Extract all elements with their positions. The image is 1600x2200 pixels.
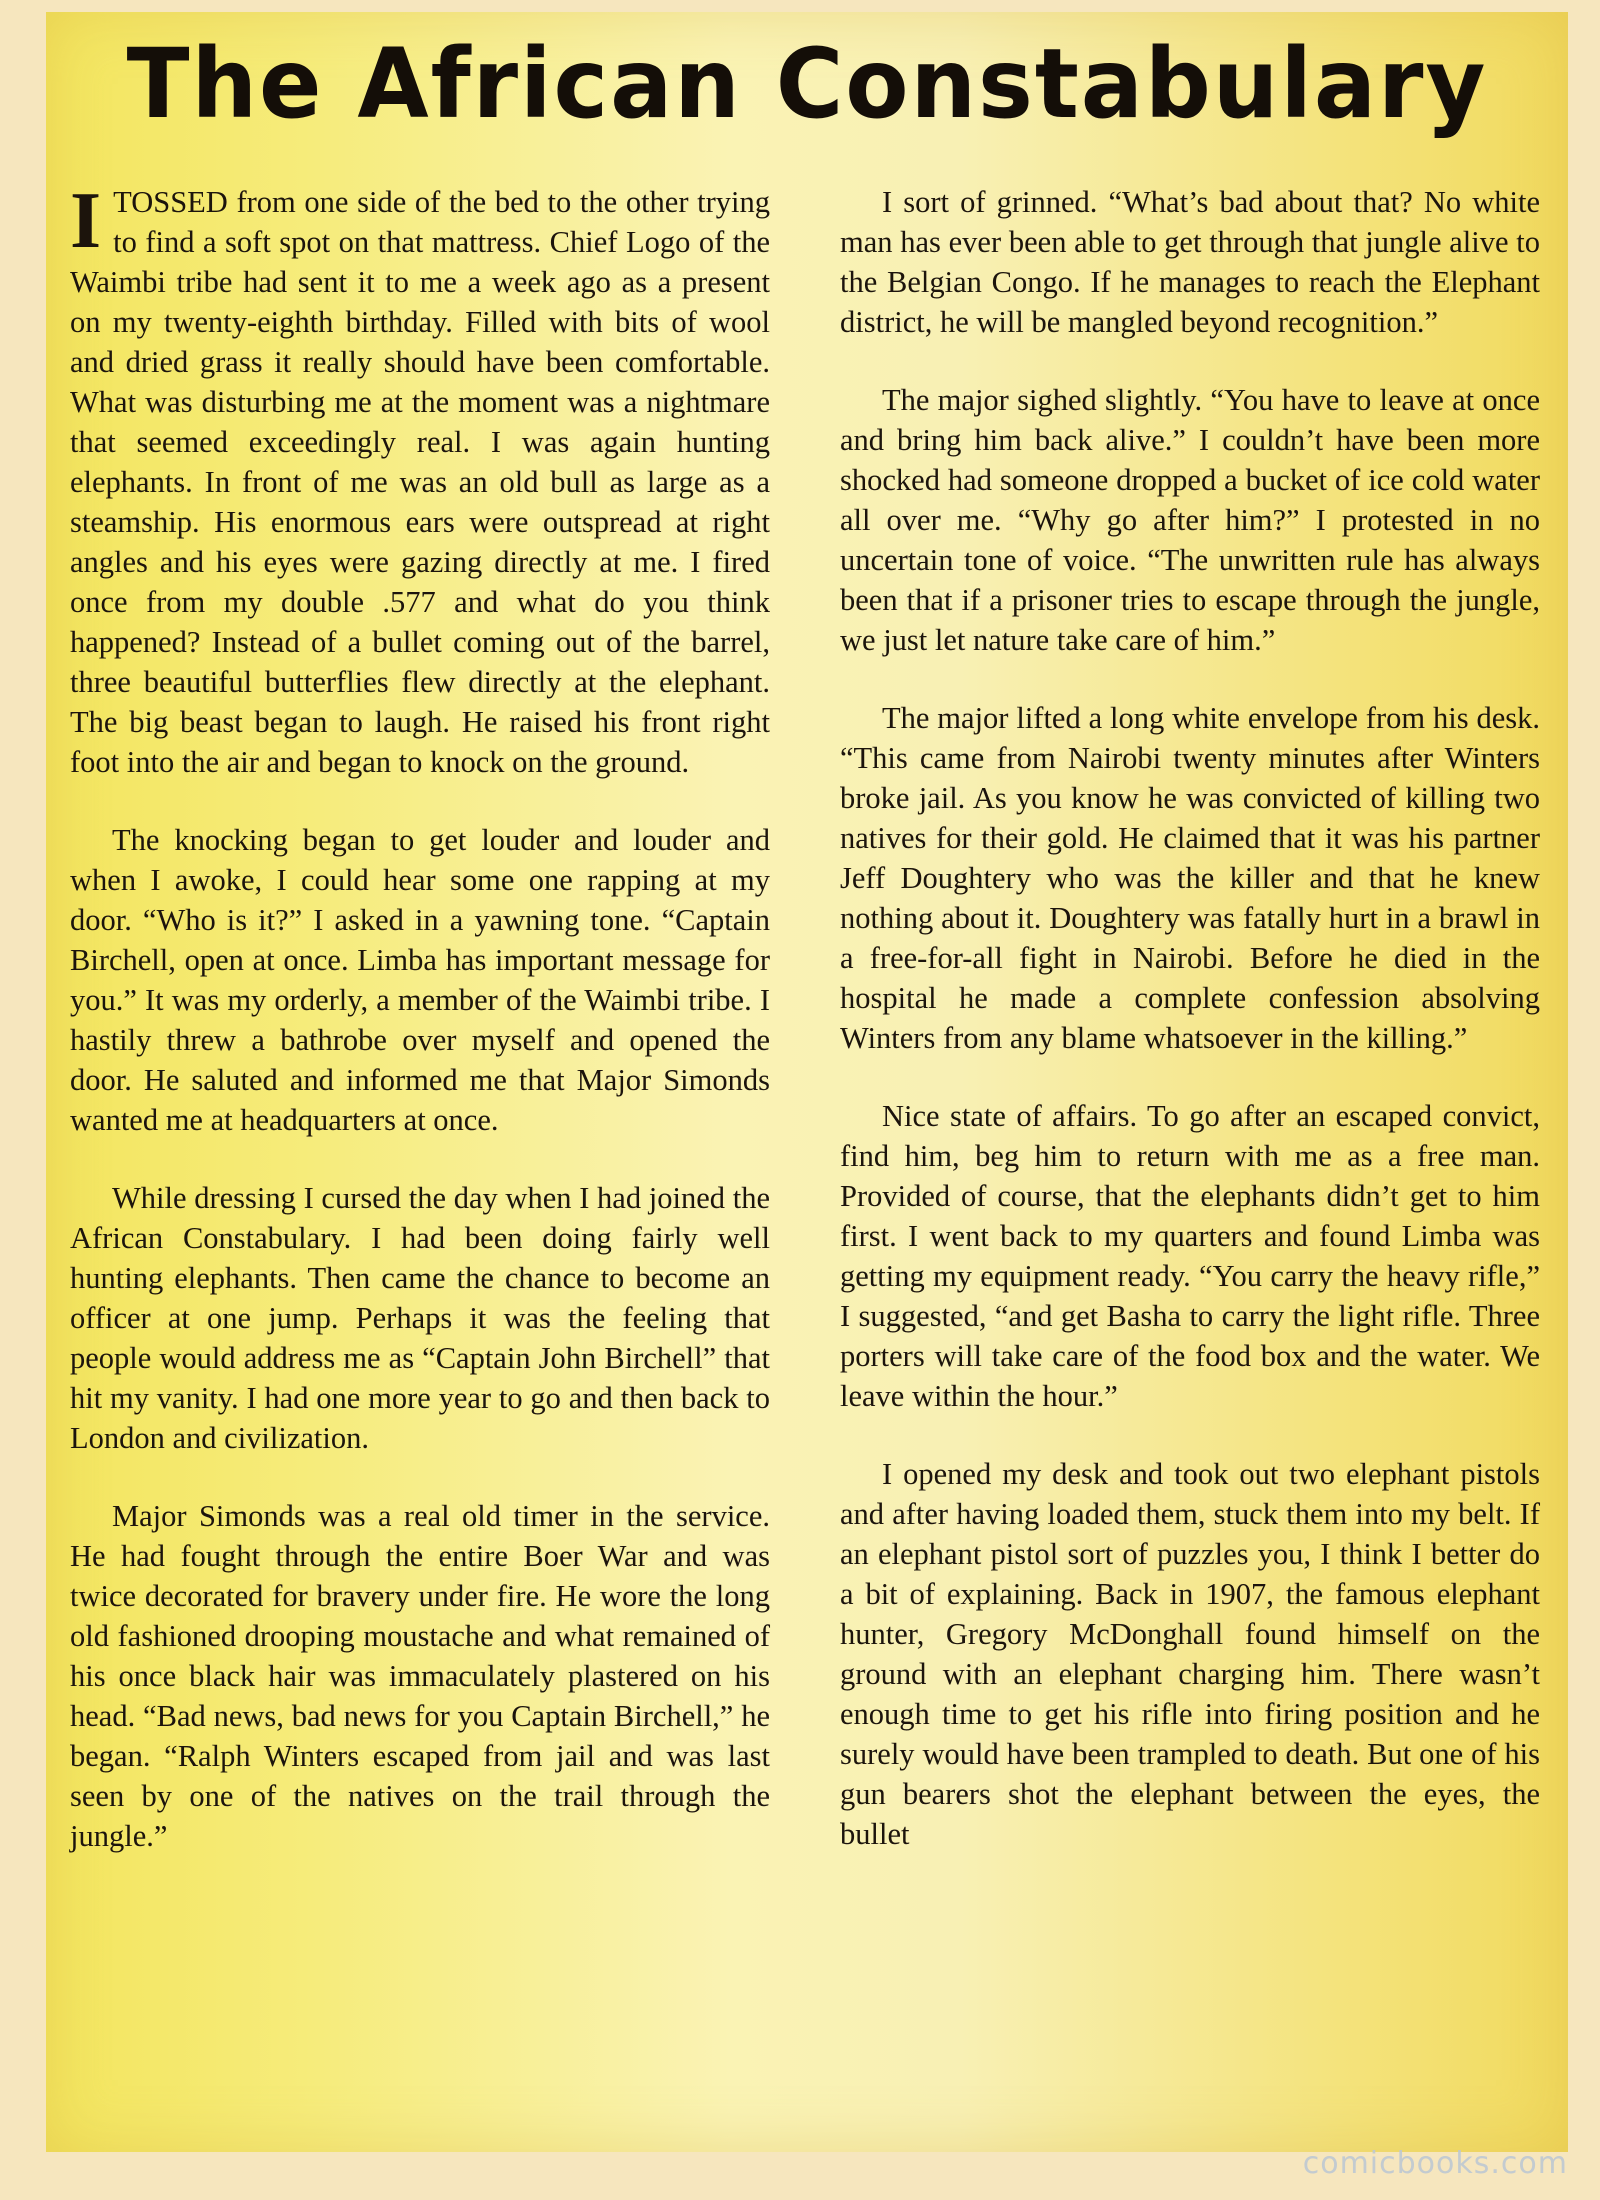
paragraph-1 <box>70 177 770 782</box>
paragraph-6: The major sighed slightly. “You have to leave at once and bring him back alive.” I couldn’t have been more shocked had someone dropped a bucket of ice cold water all over me. “Why go after him?” I protested in no uncertain tone of voice. “The unwritten rule has always been that if a prisoner tries to escape through the jungle, we just let nature take care of him.” <box>840 383 1540 657</box>
paragraph-text: TOSSED from one side of the bed to the other trying to find a soft spot on that mattress. Chief Logo of the Waimbi tribe had sent it to me a week ago as a present on my twenty-eighth birthday. Filled with bits of wool and dried grass it really should have been comfortable. What was disturbing me at the moment was a nightmare that seemed exceedingly real. I was again hunting elephants. In front of me was an old bull as large as a steamship. His enormous ears were outspread at right angles and his eyes were gazing directly at me. I fired once from my double .577 and what do you think happened? Instead of a bullet coming out of the barrel, three beautiful butterflies flew directly at the elephant. The big beast began to laugh. He raised his front right foot into the air and began to knock on the ground. <box>70 185 770 779</box>
drop-cap: I <box>70 177 102 265</box>
paragraph-2: The knocking began to get louder and louder and when I awoke, I could hear some one rapping at my door. “Who is it?” I asked in a yawning tone. “Captain Birchell, open at once. Limba has important message for you.” It was my orderly, a member of the Waimbi tribe. I hastily threw a bathrobe over myself and opened the door. He saluted and informed me that Major Simonds wanted me at headquarters at once. <box>70 823 770 1137</box>
watermark: comicbooks.com <box>1302 2146 1568 2181</box>
paragraph-5: I sort of grinned. “What’s bad about that? No white man has ever been able to get through that jungle alive to the Belgian Congo. If he manages to reach the Elephant district, he will be mangled beyond recognition.” <box>840 185 1540 339</box>
paragraph-9: I opened my desk and took out two elephant pistols and after having loaded them, stuck them into my belt. If an elephant pistol sort of puzzles you, I think I better do a bit of explaining. Back in 1907, the famous elephant hunter, Gregory McDonghall found himself on the ground with an elephant charging him. There wasn’t enough time to get his rifle into firing position and he surely would have been trampled to death. But one of his gun bearers shot the elephant between the eyes, the bullet <box>840 1457 1540 1851</box>
paragraph-3: While dressing I cursed the day when I had joined the African Constabulary. I had been doing fairly well hunting elephants. Then came the chance to become an officer at one jump. Perhaps it was the feeling that people would address me as “Captain John Birchell” that hit my vanity. I had one more year to go and then back to London and civilization. <box>70 1181 770 1455</box>
paragraph-4: Major Simonds was a real old timer in the service. He had fought through the entire Boer War and was twice decorated for bravery under fire. He wore the long old fashioned drooping moustache and what remained of his once black hair was immaculately plastered on his head. “Bad news, bad news for you Captain Birchell,” he began. “Ralph Winters escaped from jail and was last seen by one of the natives on the trail through the jungle.” <box>70 1499 770 1853</box>
paragraph-7: The major lifted a long white envelope from his desk. “This came from Nairobi twenty minutes after Winters broke jail. As you know he was convicted of killing two natives for their gold. He claimed that it was his partner Jeff Doughtery who was the killer and that he knew nothing about it. Doughtery was fatally hurt in a brawl in a free-for-all fight in Nairobi. Before he died in the hospital he made a complete confession absolving Winters from any blame whatsoever in the killing.” <box>840 701 1540 1055</box>
paragraph-8: Nice state of affairs. To go after an escaped convict, find him, beg him to return with me as a free man. Provided of course, that the elephants didn’t get to him first. I went back to my quarters and found Limba was getting my equipment ready. “You carry the heavy rifle,” I suggested, “and get Basha to carry the light rifle. Three porters will take care of the food box and the water. We leave within the hour.” <box>840 1099 1540 1413</box>
right-column <box>840 182 1540 2132</box>
left-column <box>70 177 770 2132</box>
page-title: The African Constabulary <box>126 28 1488 140</box>
